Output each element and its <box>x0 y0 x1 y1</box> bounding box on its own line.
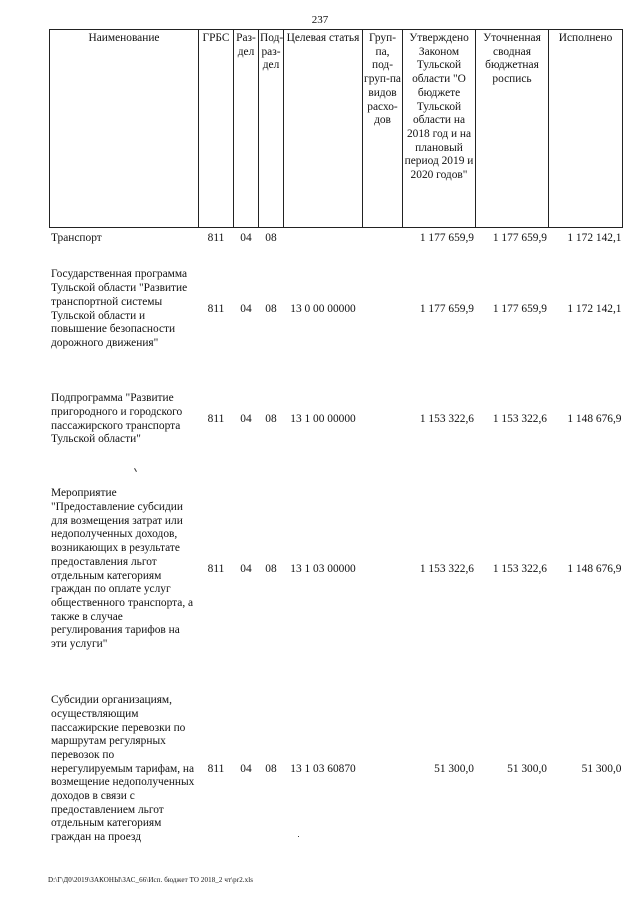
row-group <box>363 370 403 470</box>
header-name: Наименование <box>50 30 199 228</box>
row-executed: 1 172 142,1 <box>567 231 622 244</box>
table-row <box>50 670 623 870</box>
row-executed: 1 148 676,9 <box>567 562 622 575</box>
table-header-row <box>50 30 623 228</box>
header-executed: Исполнено <box>549 30 623 228</box>
table-row <box>50 470 623 670</box>
row-name: Транспорт <box>51 231 102 244</box>
header-approved: Утверждено Законом Тульской области "О бюджете Тульской области на 2018 год и на плановый период 2019 и 2020 годов" <box>403 30 476 228</box>
row-target: 13 1 00 00000 <box>290 412 356 425</box>
header-podrazdel: Под-раз-дел <box>259 30 284 228</box>
row-executed: 1 148 676,9 <box>567 412 622 425</box>
row-name: Подпрограмма "Развитие пригородного и городского пассажирского транспорта Тульской области" <box>51 392 183 446</box>
row-razdel: 04 <box>240 231 252 244</box>
scan-speck <box>298 836 299 837</box>
row-razdel: 04 <box>240 412 252 425</box>
table-row <box>50 370 623 470</box>
row-razdel: 04 <box>240 762 252 775</box>
row-razdel: 04 <box>240 302 252 315</box>
budget-table <box>49 29 623 870</box>
row-group <box>363 670 403 870</box>
row-grbs: 811 <box>207 762 225 775</box>
row-group <box>363 470 403 670</box>
row-executed: 1 172 142,1 <box>567 302 622 315</box>
row-group <box>363 228 403 250</box>
row-podrazdel: 08 <box>265 412 277 425</box>
header-group: Груп-па, под-груп-па видов расхо-дов <box>363 30 403 228</box>
row-approved: 51 300,0 <box>434 762 474 775</box>
table-row <box>50 228 623 250</box>
row-target <box>284 228 363 250</box>
row-approved: 1 177 659,9 <box>419 231 474 244</box>
row-approved: 1 153 322,6 <box>419 412 474 425</box>
row-target: 13 1 03 00000 <box>290 562 356 575</box>
header-revised: Уточненная сводная бюджетная роспись <box>476 30 549 228</box>
header-razdel: Раз-дел <box>234 30 259 228</box>
row-razdel: 04 <box>240 562 252 575</box>
row-name: Мероприятие "Предоставление субсидии для возмещения затрат или недополученных доходов, возникающих в результате предоставления льгот отдельным категориям граждан по оплате услуг общественного транспорта, а также в случае регулирования тарифов на эти услуги" <box>51 487 194 651</box>
row-revised: 1 177 659,9 <box>492 302 547 315</box>
file-path: D:\Г\Д0\2019\ЗАКОНЫ\ЗАС_66\Исп. бюджет ТО 2018_2 чт\pr2.xls <box>48 876 254 884</box>
header-grbs: ГРБС <box>199 30 234 228</box>
row-approved: 1 177 659,9 <box>419 302 474 315</box>
row-grbs: 811 <box>207 412 225 425</box>
row-revised: 51 300,0 <box>507 762 547 775</box>
row-executed: 51 300,0 <box>581 762 622 775</box>
row-name: Субсидии организациям, осуществляющим пассажирские перевозки по маршрутам регулярных перевозок по нерегулируемым тарифам, на возмещение недополученных доходов в связи с предоставлением льгот отдельным категориям граждан на проезд <box>51 694 195 844</box>
row-target: 13 0 00 00000 <box>290 302 356 315</box>
row-grbs: 811 <box>207 302 225 315</box>
row-podrazdel: 08 <box>265 302 277 315</box>
header-target: Целевая статья <box>284 30 363 228</box>
row-approved: 1 153 322,6 <box>419 562 474 575</box>
page-number: 237 <box>311 14 329 26</box>
row-grbs: 811 <box>207 562 225 575</box>
row-podrazdel: 08 <box>265 562 277 575</box>
row-grbs: 811 <box>207 231 225 244</box>
row-name: Государственная программа Тульской области "Развитие транспортной системы Тульской области и повышение безопасности дорожного движения" <box>51 268 188 349</box>
row-podrazdel: 08 <box>265 762 277 775</box>
table-row <box>50 250 623 370</box>
row-revised: 1 153 322,6 <box>492 412 547 425</box>
row-podrazdel: 08 <box>265 231 277 244</box>
row-target: 13 1 03 60870 <box>290 762 356 775</box>
row-revised: 1 177 659,9 <box>492 231 547 244</box>
row-revised: 1 153 322,6 <box>492 562 547 575</box>
row-group <box>363 250 403 370</box>
